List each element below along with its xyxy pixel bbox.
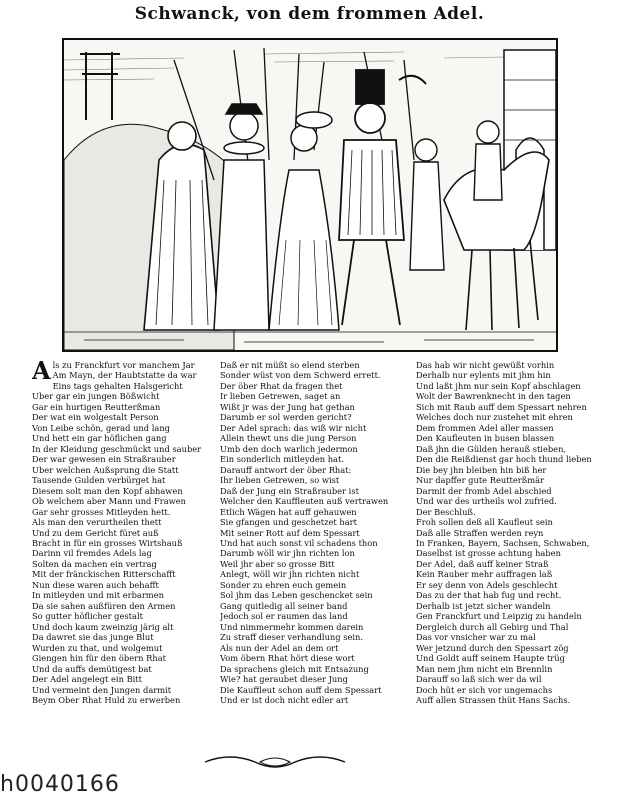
poem-line: Als nun der Adel an dem ort (220, 642, 339, 653)
poem-line: Und hett ein gar höflichen gang (32, 433, 167, 444)
poem-line: Gar ein hurtigen Reutterßman (32, 401, 161, 412)
woodcut-scene (64, 40, 556, 350)
poem-line: Von Leibe schön, gerad und lang (32, 422, 170, 433)
poem-line: Den Kaufleuten in busen blassen (416, 433, 555, 444)
poem-line: Und war des urtheils wol zufried. (416, 496, 557, 507)
woodcut-illustration (62, 38, 558, 352)
poem-line: Vom öbern Rhat hört diese wort (220, 653, 355, 664)
poem-line: Darinn vil fremdes Adels lag (32, 548, 152, 559)
poem-line: Da dawret sie das junge Blut (32, 632, 154, 643)
feather-plume (399, 76, 426, 84)
poem-line: Sie gfangen und geschetzet hart (220, 517, 357, 528)
poem-line: Da sie sahen außfüren den Armen (32, 600, 176, 611)
poem-line: Wie? hat geraubet dieser Jung (220, 674, 348, 685)
poem-line: Wolt der Bawrenknecht in den tagen (416, 391, 571, 402)
sky-hatching (64, 52, 504, 80)
poem-line: Und doch kaum zweinzig järig alt (32, 621, 174, 632)
poem-line: Der war gewesen ein Straßrauber (32, 454, 176, 465)
poem-line: Daß jhn die Gülden herauß stieben, (416, 443, 567, 454)
noble-figure (214, 104, 269, 330)
poem-line: Dem frommen Adel aller massen (416, 422, 554, 433)
poem-line: Uber welchen Außsprung die Statt (32, 464, 179, 475)
poem-line: Und er ist doch nicht edler art (220, 695, 349, 705)
poem-line: Das zu der that hab fug und recht. (416, 590, 562, 601)
poem-line: So gutter höflicher gestalt (32, 611, 143, 622)
poem-line: Tausende Gulden verbürget hat (32, 475, 166, 486)
poem-line: Ihr lieben Getrewen, so wist (220, 475, 340, 486)
poem-line: Der Adel sprach: das wiß wir nicht (220, 422, 367, 433)
poem-line: Dergleich durch all Gebirg und Thal (416, 621, 569, 632)
poem-line: Darmit der fromb Adel abschied (416, 485, 552, 496)
poem-line: Derhalb ist jetzt sicher wandeln (416, 600, 551, 611)
poem-line: Wurden zu that, und wolgemut (32, 642, 163, 653)
poem-line: Darumb wöll wir jhn richten lon (220, 548, 355, 559)
poem-line: Und zu dem Gericht füret auß (32, 527, 159, 538)
poem-line: Der Adel angelegt ein Bitt (32, 674, 142, 685)
poem-line: Da sprachens gleich mit Entsazung (220, 663, 369, 674)
woman-figure (269, 112, 339, 330)
gallows (80, 52, 120, 120)
poem-line: ls zu Franckfurt vor manchem Jar (52, 360, 195, 370)
image-id-watermark: h0040166 (0, 772, 120, 797)
poem-line: Beym Ober Rhat Huld zu erwerben (32, 695, 181, 705)
poem-line: Eins tags gehalten Halsgericht (52, 380, 183, 391)
poem-line: Und hat auch sonst vil schadens thon (220, 537, 378, 548)
poem-line: Nun diese waren auch behafft (32, 579, 159, 590)
poem-line: Und nimmermehr kommen darein (220, 621, 364, 632)
poem-line: Das vor vnsicher war zu mal (416, 632, 536, 643)
poem-line: In Franken, Bayern, Sachsen, Schwaben, (416, 537, 590, 548)
poem-column-1 (32, 360, 210, 705)
poem-line: Kein Rauber mehr auffragen laß (416, 569, 553, 580)
poem-line: Doch hüt er sich vor ungemachs (416, 684, 553, 695)
poem-line: Daß er nit müßt so elend sterben (220, 360, 360, 370)
poem-line: Froh sollen deß all Kaufleut sein (416, 517, 553, 528)
poem-line: Daselbst ist grosse achtung haben (416, 548, 561, 559)
poem-line: Auff allen Strassen thüt Hans Sachs. (416, 695, 571, 705)
poem-line: Die bey jhn bleiben hin biß her (416, 464, 547, 475)
poem-line: Die Kauffleut schon auff dem Spessart (220, 684, 382, 695)
poem-line: Ein sonderlich mitleyden hat. (220, 454, 344, 465)
poem-line: Solten da machen ein vertrag (32, 558, 157, 569)
poem-line: Und laßt jhm nur sein Kopf abschlagen (416, 380, 581, 391)
poem-line: Sol jhm das Leben geschencket sein (220, 590, 373, 601)
poem-column-2 (220, 360, 410, 705)
poem-line: Gen Franckfurt und Leipzig zu handeln (416, 611, 582, 622)
poem-text (32, 360, 607, 752)
poem-line: Mit seiner Rott auf dem Spessart (220, 527, 360, 538)
closing-flourish (200, 752, 350, 772)
poem-line: Jedoch sol er raumen das land (220, 611, 348, 622)
poem-line: Der wat ein wolgestalt Person (32, 412, 159, 423)
poem-line: Giengen hin für den öbern Rhat (32, 653, 166, 664)
poem-line: Darauff antwort der öber Rhat: (220, 464, 352, 475)
poem-line: In der Kleidung geschmückt und sauber (32, 443, 202, 454)
poem-column-3 (416, 360, 606, 705)
poem-line: Am Mayn, der Haubtstatte da war (52, 370, 197, 381)
poem-line: Weil jhr aber so grosse Bitt (220, 558, 335, 569)
poem-line: Bracht in für ein grosses Wirtshauß (32, 537, 183, 548)
poem-line: Man nem jhm nicht ein Brennlin (416, 663, 553, 674)
poem-line: Darauff so laß sich wer da wil (416, 674, 542, 685)
poem-line: Derhalb nur eylents mit jhm hin (416, 370, 551, 381)
poem-line: Der Adel, daß auff keiner Straß (416, 558, 549, 569)
poem-line: Nur dapffer gute Reutterßmär (416, 475, 545, 486)
poem-line: Sonder wüst von dem Schwerd errett. (220, 370, 381, 381)
poem-line: Mit der fränckischen Ritterschafft (32, 569, 176, 580)
poem-line: Ir lieben Getrewen, saget an (220, 391, 341, 402)
poem-line: Diesem solt man den Kopf abhawen (32, 485, 183, 496)
drop-cap: A (32, 360, 51, 385)
poem-line: Umb den doch warlich jedermon (220, 443, 358, 454)
poem-line: Sonder zu ehren euch gemein (220, 579, 347, 590)
poem-line: Als man den verurtheilen thett (32, 517, 162, 528)
poem-line: Und da auffs demütigest bat (32, 663, 152, 674)
poem-line: Wer jetzund durch den Spessart zög (416, 642, 569, 653)
poem-line: Gar sehr grosses Mitleyden hett. (32, 506, 171, 517)
poem-line: Zu straff dieser verhandlung sein. (220, 632, 364, 643)
poem-line: Das hab wir nicht gewüßt vorhin (416, 360, 555, 370)
page-title: Schwanck, von dem frommen Adel. (134, 4, 485, 24)
poem-line: Darumb er sol werden gericht? (220, 412, 352, 423)
poem-line: Und Goldt auff seinem Haupte trüg (416, 653, 565, 664)
poem-line: Daß alle Straffen werden reyn (416, 527, 544, 538)
poem-line: Welcher den Kauffleuten auß vertrawen (220, 496, 389, 507)
poem-line: Gang quitledig all seiner band (220, 600, 348, 611)
poem-line: Welches doch nur zustehet mit ehren (416, 412, 573, 423)
poem-line: Sich mit Raub auff dem Spessart nehren (416, 401, 587, 412)
poem-line: Anlegt, wöll wir jhn richten nicht (220, 569, 360, 580)
poem-line: Der Beschluß. (416, 506, 476, 517)
poem-line: Etlich Wägen hat auff gehauwen (220, 506, 357, 517)
poem-line: Und vermeint den Jungen darmit (32, 684, 172, 695)
poem-line: Ob welchem aber Mann und Frawen (32, 496, 187, 507)
poem-line: Den die Reißdienst gar hoch thund lieben (416, 454, 592, 465)
poem-line: In mitleyden und mit erbarmen (32, 590, 164, 601)
poem-line: Wißt jr was der Jung hat gethan (220, 401, 355, 412)
poem-line: Allein thewt uns die jung Person (220, 433, 357, 444)
poem-line: Uber gar ein jungen Bößwicht (32, 391, 160, 402)
poem-line: Daß der Jung ein Straßrauber ist (220, 485, 359, 496)
poem-line: Er sey denn von Adels geschlecht (416, 579, 558, 590)
poem-line: Der öber Rhat da fragen thet (220, 380, 343, 391)
